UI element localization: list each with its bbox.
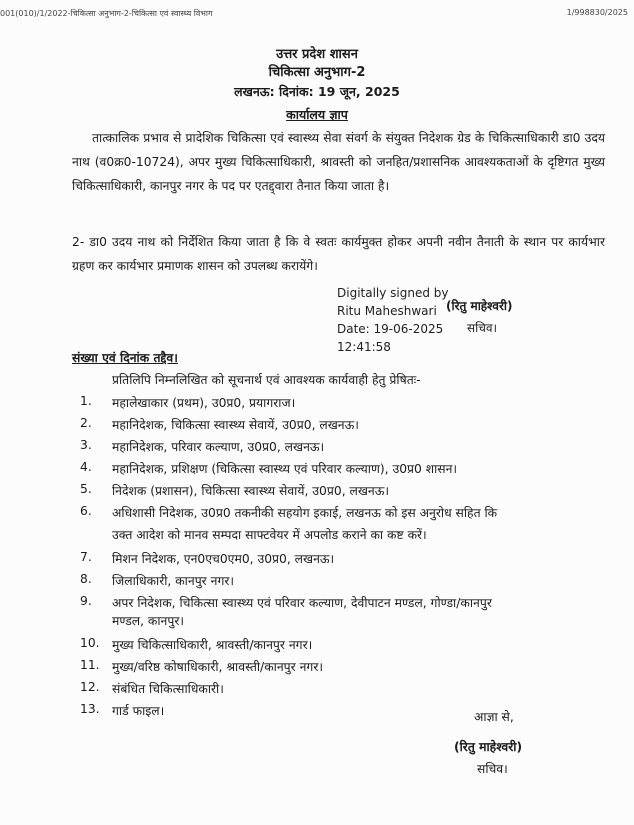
signatory-designation: सचिव। xyxy=(467,321,498,335)
list-item: मुख्य चिकित्साधिकारी, श्रावस्ती/कानपुर नगर। xyxy=(112,638,313,652)
list-item-number: 12. xyxy=(80,680,100,694)
by-order-text: आज्ञा से, xyxy=(474,710,514,724)
list-item-number: 2. xyxy=(80,416,92,430)
footer-signatory-name: (रितु माहेश्वरी) xyxy=(454,740,523,754)
document-number: 1/998830/2025 xyxy=(566,8,628,17)
memo-heading: कार्यालय ज्ञाप xyxy=(286,107,348,122)
list-item-number: 9. xyxy=(80,594,92,608)
digital-sign-line-4: 12:41:58 xyxy=(337,340,391,354)
digital-sign-line-3: Date: 19-06-2025 xyxy=(337,322,444,336)
list-item: महानिदेशक, परिवार कल्याण, उ0प्र0, लखनऊ। xyxy=(112,440,325,454)
list-item-number: 4. xyxy=(80,460,92,474)
list-item-number: 13. xyxy=(80,702,100,716)
list-item-continuation: मण्डल, कानपुर। xyxy=(112,614,185,628)
copy-intro: प्रतिलिपि निम्नलिखित को सूचनार्थ एवं आवश्यक कार्यवाही हेतु प्रेषितः- xyxy=(112,373,421,387)
list-item-number: 10. xyxy=(80,636,100,650)
list-item: संबंधित चिकित्साधिकारी। xyxy=(112,682,224,696)
list-item-number: 7. xyxy=(80,550,92,564)
list-item: निदेशक (प्रशासन), चिकित्सा स्वास्थ्य सेवायें, उ0प्र0, लखनऊ। xyxy=(112,484,390,498)
list-item: जिलाधिकारी, कानपुर नगर। xyxy=(112,574,235,588)
list-item: महानिदेशक, प्रशिक्षण (चिकित्सा स्वास्थ्य एवं परिवार कल्याण), उ0प्र0 शासन। xyxy=(112,462,458,476)
digital-sign-line-2: Ritu Maheshwari xyxy=(337,304,437,318)
government-title: उत्तर प्रदेश शासन xyxy=(276,47,358,62)
list-item: गार्ड फाइल। xyxy=(112,704,165,718)
list-item: महालेखाकार (प्रथम), उ0प्र0, प्रयागराज। xyxy=(112,396,296,410)
copy-heading: संख्या एवं दिनांक तद्दैव। xyxy=(72,351,178,365)
paragraph-1: तात्कालिक प्रभाव से प्रादेशिक चिकित्सा एवं स्वास्थ्य सेवा संवर्ग के संयुक्त निदेशक ग्रेड के चिकित्साधिकारी डा0 उदय नाथ (व0क्र0-10724), अपर मुख्य चिकित्साधिकारी, श्रावस्ती को जनहित/प्रशासनिक आवश्यकताओं के दृष्टिगत मुख्य चिकित्साधिकारी, कानपुर नगर के पद पर एतद्द्वारा तैनात किया जाता है। xyxy=(72,131,605,193)
list-item: मुख्य/वरिष्ठ कोषाधिकारी, श्रावस्ती/कानपुर नगर। xyxy=(112,660,324,674)
digital-sign-line-1: Digitally signed by xyxy=(337,286,449,300)
signatory-name: (रितु माहेश्वरी) xyxy=(446,299,513,313)
list-item-number: 1. xyxy=(80,394,92,408)
section-title: चिकित्सा अनुभाग-2 xyxy=(268,65,366,80)
list-item: अधिशासी निदेशक, उ0प्र0 तकनीकी सहयोग इकाई, लखनऊ को इस अनुरोध सहित कि xyxy=(112,506,498,520)
list-item-number: 5. xyxy=(80,482,92,496)
list-item: महानिदेशक, चिकित्सा स्वास्थ्य सेवायें, उ0प्र0, लखनऊ। xyxy=(112,418,359,432)
list-item-number: 3. xyxy=(80,438,92,452)
paragraph-2: 2- डा0 उदय नाथ को निर्देशित किया जाता है कि वे स्वतः कार्यमुक्त होकर अपनी नवीन तैनाती के स्थान पर कार्यभार ग्रहण कर कार्यभार प्रमाणक शासन को उपलब्ध करायेंगे। xyxy=(72,235,605,273)
list-item-number: 6. xyxy=(80,504,92,518)
file-reference: 001(010)/1/2022-चिकित्सा अनुभाग-2-चिकित्सा एवं स्वास्थ्य विभाग xyxy=(0,9,213,18)
footer-designation: सचिव। xyxy=(477,762,508,776)
list-item: अपर निदेशक, चिकित्सा स्वास्थ्य एवं परिवार कल्याण, देवीपाटन मण्डल, गोण्डा/कानपुर xyxy=(112,596,492,610)
place-date: लखनऊ: दिनांक: 19 जून, 2025 xyxy=(234,84,400,99)
list-item-number: 8. xyxy=(80,572,92,586)
list-item-continuation: उक्त आदेश को मानव सम्पदा साफ्टवेयर में अपलोड कराने का कष्ट करें। xyxy=(112,528,427,542)
list-item: मिशन निदेशक, एन0एच0एम0, उ0प्र0, लखनऊ। xyxy=(112,552,335,566)
list-item-number: 11. xyxy=(80,658,100,672)
